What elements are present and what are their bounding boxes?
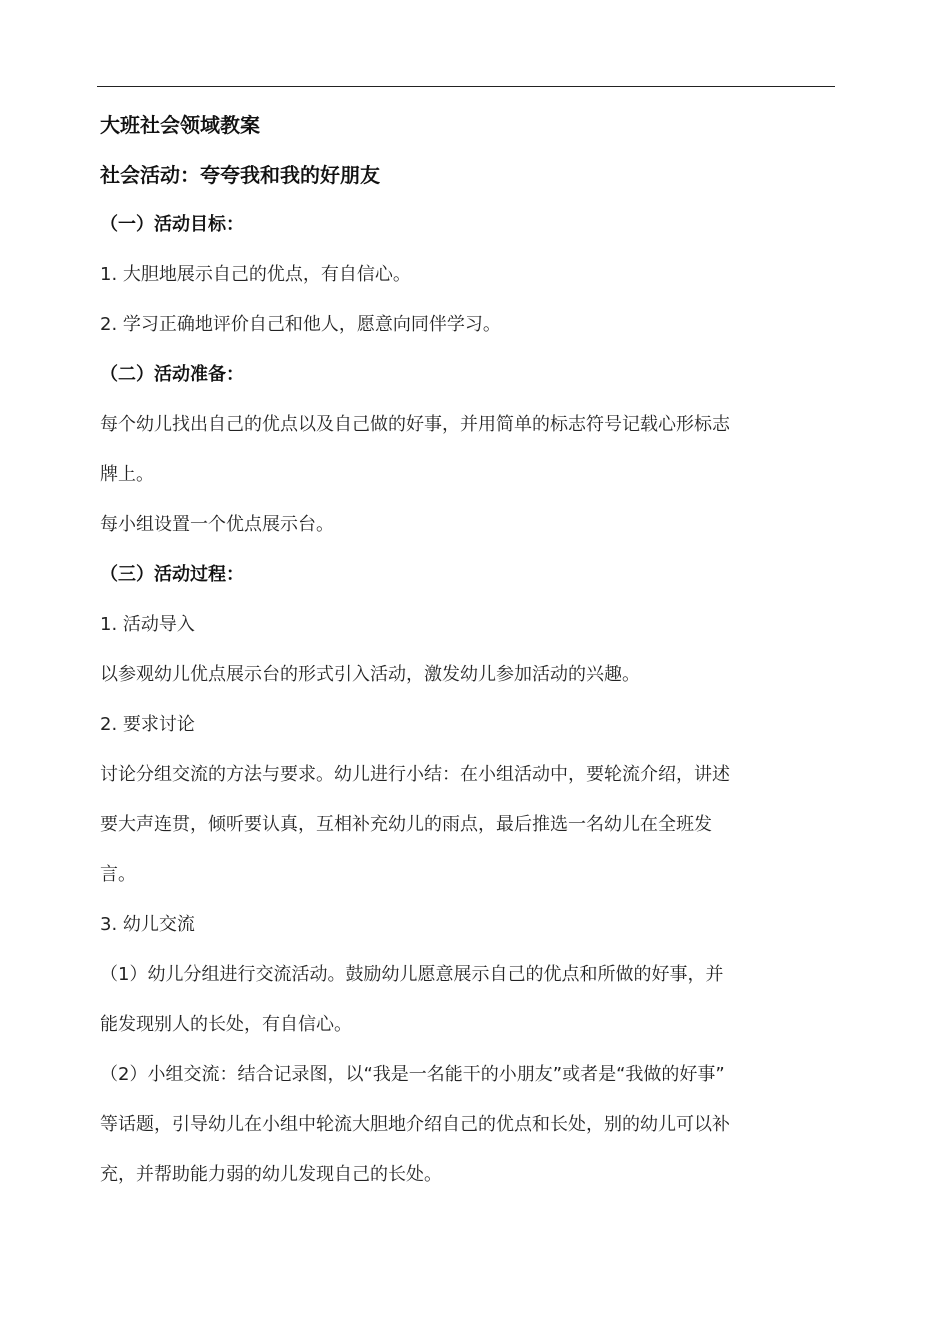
process-line: 言。 bbox=[100, 864, 136, 885]
process-line: 要大声连贯，倾听要认真，互相补充幼儿的雨点，最后推选一名幼儿在全班发 bbox=[100, 814, 712, 835]
goal-item: 1. 大胆地展示自己的优点，有自信心。 bbox=[100, 264, 411, 285]
process-line: 以参观幼儿优点展示台的形式引入活动，激发幼儿参加活动的兴趣。 bbox=[100, 664, 640, 685]
process-line: 充，并帮助能力弱的幼儿发现自己的长处。 bbox=[100, 1164, 442, 1185]
document-subtitle: 社会活动：夸夸我和我的好朋友 bbox=[100, 163, 380, 187]
process-line: （1）幼儿分组进行交流活动。鼓励幼儿愿意展示自己的优点和所做的好事，并 bbox=[100, 964, 724, 985]
process-line: （2）小组交流：结合记录图，以“我是一名能干的小朋友”或者是“我做的好事” bbox=[100, 1064, 725, 1085]
preparation-line: 每个幼儿找出自己的优点以及自己做的好事，并用简单的标志符号记载心形标志 bbox=[100, 414, 730, 435]
process-line: 能发现别人的长处，有自信心。 bbox=[100, 1014, 352, 1035]
process-line: 3. 幼儿交流 bbox=[100, 914, 195, 935]
goal-item: 2. 学习正确地评价自己和他人，愿意向同伴学习。 bbox=[100, 314, 501, 335]
header-rule bbox=[97, 86, 835, 87]
section-heading-preparation: （二）活动准备： bbox=[100, 364, 244, 385]
process-line: 等话题，引导幼儿在小组中轮流大胆地介绍自己的优点和长处，别的幼儿可以补 bbox=[100, 1114, 730, 1135]
process-line: 讨论分组交流的方法与要求。幼儿进行小结：在小组活动中，要轮流介绍，讲述 bbox=[100, 764, 730, 785]
document-body bbox=[100, 104, 790, 1204]
process-line: 2. 要求讨论 bbox=[100, 714, 195, 735]
preparation-line: 牌上。 bbox=[100, 464, 154, 485]
section-heading-process: （三）活动过程： bbox=[100, 564, 244, 585]
document-title: 大班社会领域教案 bbox=[100, 113, 260, 137]
section-heading-goals: （一）活动目标： bbox=[100, 214, 244, 235]
preparation-line: 每小组设置一个优点展示台。 bbox=[100, 514, 334, 535]
process-line: 1. 活动导入 bbox=[100, 614, 195, 635]
